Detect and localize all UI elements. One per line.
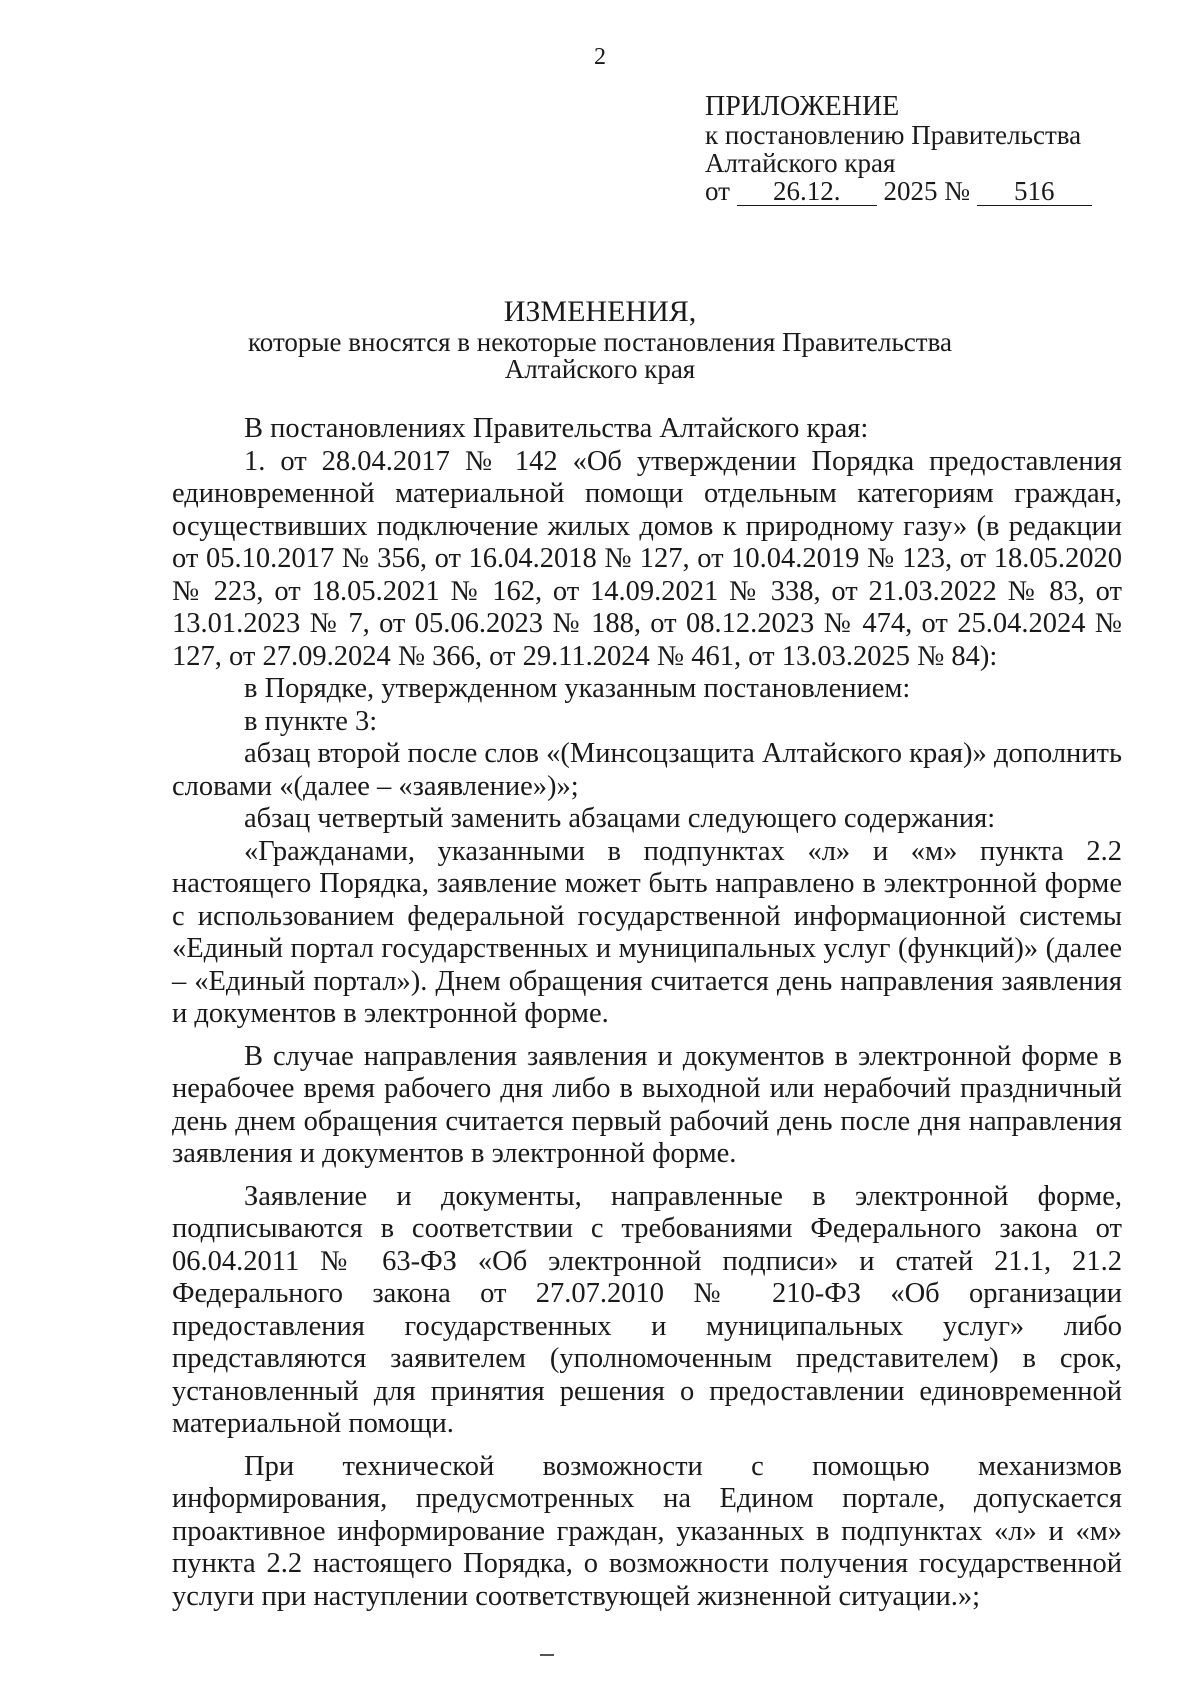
year-label: 2025 № (883, 176, 970, 206)
paragraph: в пункте 3: (244, 705, 378, 737)
approval-date: 26.12. (737, 177, 877, 206)
paragraph: В случае направления заявления и документов в электронной форме в нерабочее время рабочего дня либо в выходной или нерабочий праздничный день днем обращения считается первый рабочий день после дня направления заявления и документов в электронной форме. (172, 1040, 1122, 1169)
paragraph: в Порядке, утвержденном указанным постановлением: (244, 673, 911, 704)
heading-subtitle-line-1: которые вносятся в некоторые постановления Правительства (248, 327, 952, 357)
approval-title: ПРИЛОЖЕНИЕ (705, 91, 900, 122)
document-heading (0, 295, 1200, 383)
heading-title: ИЗМЕНЕНИЯ, (503, 295, 697, 328)
document-body (172, 413, 1122, 1613)
approval-block (705, 93, 1125, 206)
paragraph: 1. от 28.04.2017 № 142 «Об утверждении Порядка предоставления единовременной материальной помощи отдельным категориям граждан, осуществивших подключение жилых домов к природному газу» (в редакции от 05.10.2017 № 356, от 16.04.2018 № 127, от 10.04.2019 № 123, от 18.05.2020 № 223, от 18.05.2021 № 162, от 14.09.2021 № 338, от 21.03.2022 № 83, от 13.01.2023 № 7, от 05.06.2023 № 188, от 08.12.2023 № 474, от 25.04.2024 № 127, от 27.09.2024 № 366, от 29.11.2024 № 461, от 13.03.2025 № 84): (172, 445, 1122, 672)
paragraph: Заявление и документы, направленные в электронной форме, подписываются в соответствии с требованиями Федерального закона от 06.04.2011 № 63-ФЗ «Об электронной подписи» и статей 21.1, 21.2 Федерального закона от 27.07.2010 № 210-ФЗ «Об организации предоставления государственных и муниципальных услуг» либо представляются заявителем (уполномоченным представителем) в срок, установленный для принятия решения о предоставлении единовременной материальной помощи. (172, 1180, 1122, 1439)
paragraph: абзац второй после слов «(Минсоцзащита Алтайского края)» дополнить словами «(далее – «заявление»)»; (172, 738, 1122, 802)
paragraph: абзац четвертый заменить абзацами следующего содержания: (244, 803, 996, 834)
paragraph: При технической возможности с помощью механизмов информирования, предусмотренных на Едином портале, допускается проактивное информирование граждан, указанных в подпунктах «л» и «м» пункта 2.2 настоящего Порядка, о возможности получения государственной услуги при наступлении соответствующей жизненной ситуации.»; (172, 1450, 1122, 1612)
date-prefix: от (705, 176, 730, 206)
approval-line-1: к постановлению Правительства (705, 120, 1082, 150)
paragraph: «Гражданами, указанными в подпунктах «л» и «м» пункта 2.2 настоящего Порядка, заявление может быть направлено в электронной форме с использованием федеральной государственной информационной системы «Единый портал государственных и муниципальных услуг (функций)» (далее – «Единый портал»). Днем обращения считается день направления заявления и документов в электронной форме. (172, 835, 1122, 1029)
paragraph: В постановлениях Правительства Алтайского края: (244, 413, 869, 444)
scan-mark (540, 1654, 554, 1656)
page-number: 2 (594, 44, 606, 70)
approval-line-2: Алтайского края (705, 148, 896, 178)
heading-subtitle-line-2: Алтайского края (504, 354, 696, 384)
approval-number: 516 (977, 177, 1092, 206)
approval-date-line (705, 177, 1125, 206)
